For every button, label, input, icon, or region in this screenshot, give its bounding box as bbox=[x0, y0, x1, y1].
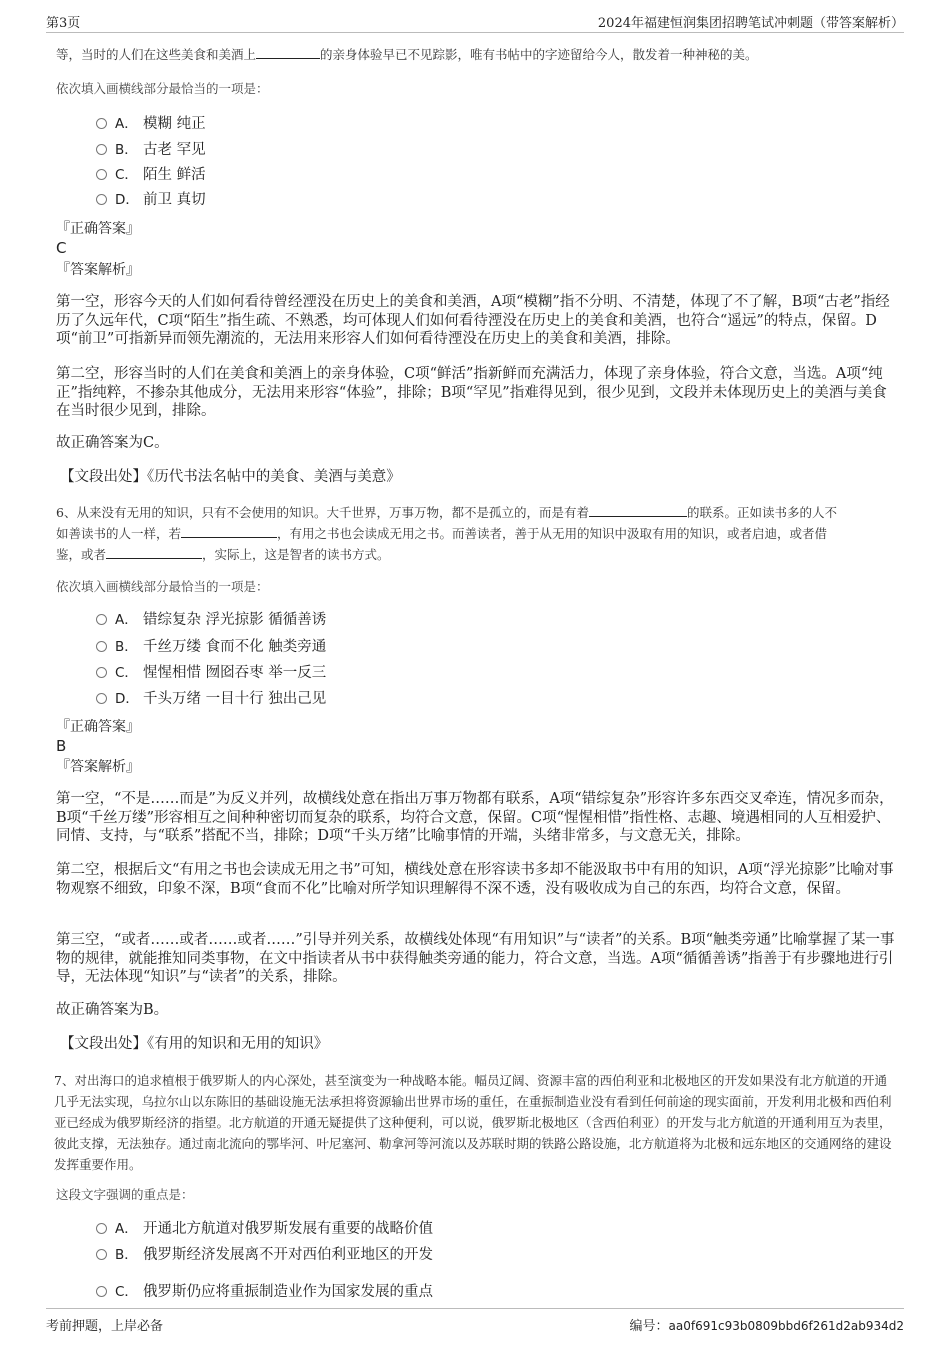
page-footer bbox=[46, 1308, 904, 1339]
q5-passage-tail: 等，当时的人们在这些美食和美酒上 的亲身体验早已不见踪影，唯有书帖中的字迹留给今人，散发着一种神秘的美。 bbox=[56, 47, 758, 62]
q7-option-a[interactable]: A． 开通北方航道对俄罗斯发展有重要的战略价值 bbox=[96, 1217, 433, 1241]
radio-icon[interactable] bbox=[96, 169, 107, 180]
q5-conclusion: 故正确答案为C。 bbox=[56, 435, 169, 451]
q6-explanation-3: 第三空，“或者……或者……或者……”引导并列关系，故横线处体现“有用知识”与“读者”的关系。B项“触类旁通”比喻掌握了某一事物的规律，就能推知同类事物，在文中指读者从书中获得触类旁通的能力，符合文意，当选。A项“循循善诱”指善于有步骤地进行引导，无法体现“知识”与“读者”的关系，排除。 bbox=[56, 932, 895, 985]
page-header bbox=[46, 10, 904, 33]
document-title: 2024年福建恒润集团招聘笔试冲刺题（带答案解析） bbox=[597, 16, 904, 31]
q6-answer-label: 『正确答案』 bbox=[56, 719, 140, 735]
q5-option-c[interactable]: C． 陌生 鲜活 bbox=[96, 163, 206, 187]
q5-source: 【文段出处】《历代书法名帖中的美食、美酒与美意》 bbox=[60, 469, 401, 485]
q5-option-d[interactable]: D． 前卫 真切 bbox=[96, 188, 206, 212]
q5-analysis-label: 『答案解析』 bbox=[56, 262, 140, 278]
radio-icon[interactable] bbox=[96, 1249, 107, 1260]
radio-icon[interactable] bbox=[96, 144, 107, 155]
q6-option-c[interactable]: C． 惺惺相惜 囫囵吞枣 举一反三 bbox=[96, 661, 326, 685]
q6-option-a[interactable]: A． 错综复杂 浮光掠影 循循善诱 bbox=[96, 608, 326, 632]
page-number: 第3页 bbox=[46, 16, 81, 31]
q7-option-b[interactable]: B． 俄罗斯经济发展离不开对西伯利亚地区的开发 bbox=[96, 1243, 433, 1267]
radio-icon[interactable] bbox=[96, 1223, 107, 1234]
q6-analysis-label: 『答案解析』 bbox=[56, 759, 140, 775]
footer-slogan: 考前押题，上岸必备 bbox=[46, 1319, 164, 1334]
q5-answer: C bbox=[56, 239, 67, 257]
q6-explanation-1: 第一空，“不是……而是”为反义并列，故横线处意在指出万事万物都有联系，A项“错综复杂”形容许多东西交叉牵连，情况多而杂，B项“千丝万缕”形容相互之间种种密切而复杂的联系，均符合文意，保留。C项“惺惺相惜”指性格、志趣、境遇相同的人互相爱护、同情、支持，与“联系”搭配不当，排除；D项“千头万绪”比喻事情的开端，头绪非常多，与文意无关，排除。 bbox=[56, 791, 894, 844]
q5-explanation-1: 第一空，形容今天的人们如何看待曾经湮没在历史上的美食和美酒，A项“模糊”指不分明、不清楚，体现了不了解，B项“古老”指经历了久远年代，C项“陌生”指生疏、不熟悉，均可体现人们如何看待湮没在历史上的美食和美酒，也符合“遥远”的特点，保留。D项“前卫”可指新异而领先潮流的，无法用来形容人们如何看待湮没在历史上的美食和美酒，排除。 bbox=[56, 294, 890, 347]
q5-option-a[interactable]: A． 模糊 纯正 bbox=[96, 112, 206, 136]
q5-explanation-2: 第二空，形容当时的人们在美食和美酒上的亲身体验，C项“鲜活”指新鲜而充满活力，体现了亲身体验，符合文意，当选。A项“纯正”指纯粹，不掺杂其他成分，无法用来形容“体验”，排除；B项“罕见”指难得见到，很少见到，文段并未体现历史上的美酒与美食在当时很少见到，排除。 bbox=[56, 366, 887, 419]
q6-explanation-2: 第二空，根据后文“有用之书也会读成无用之书”可知，横线处意在形容读书多却不能汲取书中有用的知识，A项“浮光掠影”比喻对事物观察不细致，印象不深，B项“食而不化”比喻对所学知识理解得不深不透，没有吸收成为自己的东西，均符合文意，保留。 bbox=[56, 862, 894, 897]
q5-option-b[interactable]: B． 古老 罕见 bbox=[96, 138, 206, 162]
q6-option-d[interactable]: D． 千头万绪 一目十行 独出己见 bbox=[96, 687, 326, 711]
radio-icon[interactable] bbox=[96, 1286, 107, 1297]
fill-blank bbox=[256, 46, 320, 59]
fill-blank bbox=[589, 504, 687, 517]
fill-blank bbox=[181, 525, 277, 538]
q5-prompt: 依次填入画横线部分最恰当的一项是： bbox=[56, 81, 269, 96]
q6-prompt: 依次填入画横线部分最恰当的一项是： bbox=[56, 579, 269, 594]
radio-icon[interactable] bbox=[96, 194, 107, 205]
q7-option-c[interactable]: C． 俄罗斯仍应将重振制造业作为国家发展的重点 bbox=[96, 1280, 433, 1304]
q7-passage: 7、对出海口的追求植根于俄罗斯人的内心深处，甚至演变为一种战略本能。幅员辽阔、资源丰富的西伯利亚和北极地区的开发如果没有北方航道的开通几乎无法实现，乌拉尔山以东陈旧的基础设施无法承担将资源输出世界市场的重任，在重振制造业没有看到任何前途的现实面前，开发利用北极和西伯利亚已经成为俄罗斯经济的指望。北方航道的开通无疑提供了这种便利，可以说，俄罗斯北极地区（含西伯利亚）的开发与北方航道的开通利用互为表里，彼此支撑，无法独存。通过南北流向的鄂毕河、叶尼塞河、勒拿河等河流以及苏联时期的铁路公路设施，北方航道将为北极和远东地区的交通网络的建设发挥重要作用。 bbox=[54, 1073, 892, 1172]
radio-icon[interactable] bbox=[96, 641, 107, 652]
q6-passage: 6、从来没有无用的知识，只有不会使用的知识。大千世界，万事万物，都不是孤立的，而是有着 的联系。正如读书多的人不 如善读书的人一样，若 ，有用之书也会读成无用之书。而善读者，善于从无用的知识中汲取有用的知识，或者启迪，或者借 鉴，或者 ，实际上，这是智者的读书方式。 bbox=[56, 505, 837, 562]
q6-answer: B bbox=[56, 737, 67, 755]
q5-answer-label: 『正确答案』 bbox=[56, 221, 140, 237]
radio-icon[interactable] bbox=[96, 614, 107, 625]
q6-conclusion: 故正确答案为B。 bbox=[56, 1002, 169, 1018]
radio-icon[interactable] bbox=[96, 667, 107, 678]
q6-source: 【文段出处】《有用的知识和无用的知识》 bbox=[60, 1036, 329, 1052]
q6-option-b[interactable]: B． 千丝万缕 食而不化 触类旁通 bbox=[96, 635, 326, 659]
radio-icon[interactable] bbox=[96, 693, 107, 704]
radio-icon[interactable] bbox=[96, 118, 107, 129]
fill-blank bbox=[106, 546, 202, 559]
q7-prompt: 这段文字强调的重点是： bbox=[56, 1187, 194, 1202]
document-code: 编号：aa0f691c93b0809bbd6f261d2ab934d2 bbox=[629, 1319, 904, 1334]
